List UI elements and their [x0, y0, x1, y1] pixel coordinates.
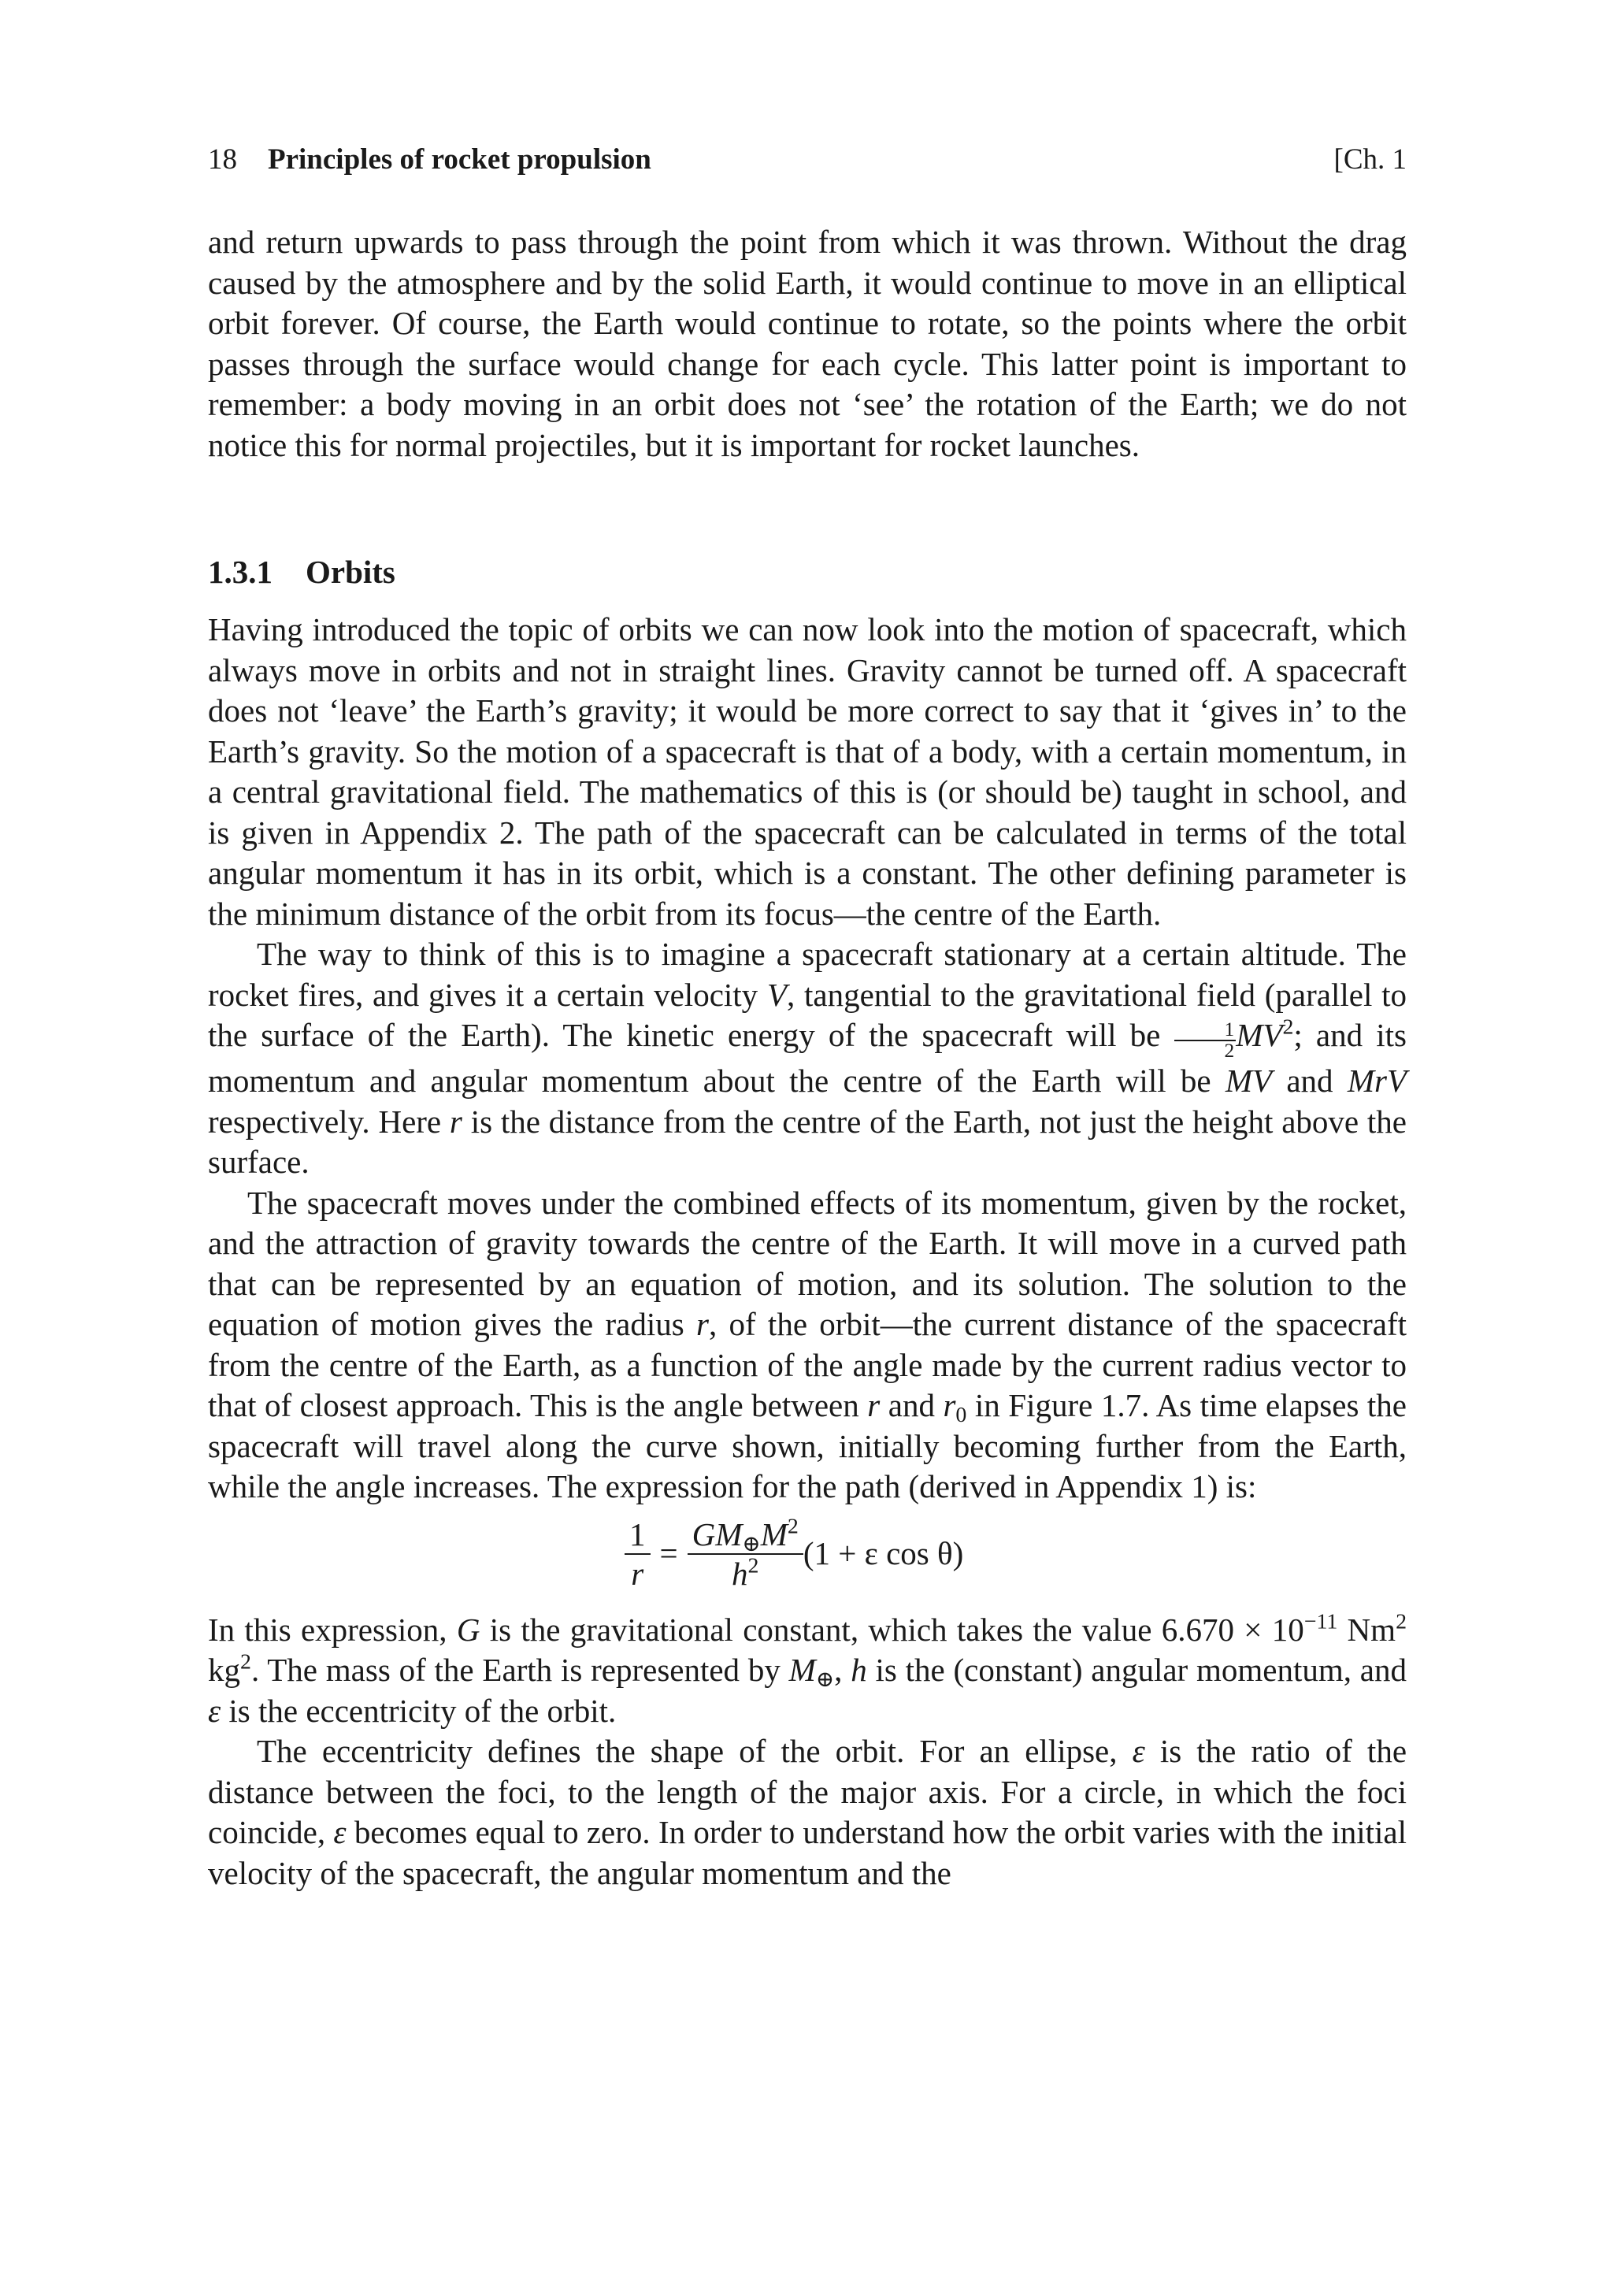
running-head — [208, 140, 1407, 180]
paragraph-constants: In this expression, G is the gravitational constant, which takes the value $6.670 \times 10^{-11}$ Nm$^2$ $kg^2$. The mass of the Earth is represented by $M_\oplus$, h is the (constant) angular momentum, and ε is the eccentricity of the orbit. — [208, 1609, 1407, 1729]
section-heading — [208, 552, 1407, 592]
orbit-equation: $\frac{1}{r}$ = $\frac{GM\oplus M^2}{h^2}$ (1 + ε cos θ) — [208, 1514, 1407, 1604]
equation-rhs-fraction: $\frac{GM\oplus M^2}{h^2}$ — [688, 1515, 803, 1593]
page — [208, 140, 1407, 1894]
body-text — [208, 222, 1407, 1894]
paragraph-velocity: The way to think of this is to imagine a spacecraft stationary at a certain altitude. The rocket fires, and gives it a certain velocity V, tangential to the gravitational field (parallel to the surface of the Earth). The kinetic energy of the spacecraft will be $\frac{1}{2}$ $MV^2$; and its momentum and angular momentum about the centre of the Earth will be MV and MrV respectively. Here r is the distance from the centre of the Earth, not just the height above the surface. — [208, 936, 1407, 1181]
paragraph-continuation: and return upwards to pass through the point from which it was thrown. Without the drag caused by the atmosphere and by the solid Earth, it would continue to move in an elliptical orbit forever. Of course, the Earth would continue to rotate, so the points where the orbit passes through the surface would change for each cycle. This latter point is important to remember: a body moving in an orbit does not ‘see’ the rotation of the Earth; we do not notice this for normal projectiles, but it is important for rocket launches. — [208, 224, 1407, 463]
section-number: 1.3.1 — [208, 554, 273, 590]
equation-tail: (1 + ε cos θ) — [803, 1535, 964, 1572]
math-r: r — [449, 1103, 462, 1140]
math-half-fraction: $\frac{1}{2}$ — [1174, 1020, 1237, 1062]
chapter-reference: [Ch. 1 — [1333, 143, 1407, 176]
paragraph-motion: The spacecraft moves under the combined effects of its momentum, given by the rocket, and the attraction of gravity towards the centre of the Earth. It will move in a curved path that can be represented by an equation of motion, and its solution. The solution to the equation of motion gives the radius r, of the orbit—the current distance of the spacecraft from the centre of the Earth, as a function of the angle made by the current radius vector to that of closest approach. This is the angle between r and $r_0$ in Figure 1.7. As time elapses the spacecraft will travel along the curve shown, initially becoming further from the Earth, while the angle increases. The expression for the path (derived in Appendix 1) is: — [208, 1184, 1407, 1505]
math-velocity: V — [766, 976, 787, 1013]
equation-lhs-fraction: $\frac{1}{r}$ — [625, 1515, 651, 1593]
math-kinetic: MV — [1236, 1017, 1283, 1053]
math-momentum: MV — [1225, 1063, 1273, 1100]
section-title: Orbits — [306, 554, 395, 590]
page-number: 18 — [208, 143, 237, 176]
paragraph-orbits-intro: Having introduced the topic of orbits we can now look into the motion of spacecraft, which always move in orbits and not in straight lines. Gravity cannot be turned off. A spacecraft does not ‘leave’ the Earth’s gravity; it would be more correct to say that it ‘gives in’ to the Earth’s gravity. So the motion of a spacecraft is that of a body, with a certain momentum, in a central gravitational field. The mathematics of this is (or should be) taught in school, and is given in Appendix 2. The path of the spacecraft can be calculated in terms of the total angular momentum it has in its orbit, which is a constant. The other defining parameter is the minimum distance of the orbit from its focus—the centre of the Earth. — [208, 611, 1407, 932]
paragraph-eccentricity: The eccentricity defines the shape of the orbit. For an ellipse, ε is the ratio of the distance between the foci, to the length of the major axis. For a circle, in which the foci coincide, ε becomes equal to zero. In order to understand how the orbit varies with the initial velocity of the spacecraft, the angular momentum and the — [208, 1733, 1407, 1891]
math-angular-momentum: MrV — [1347, 1063, 1407, 1100]
running-title: Principles of rocket propulsion — [268, 143, 651, 176]
